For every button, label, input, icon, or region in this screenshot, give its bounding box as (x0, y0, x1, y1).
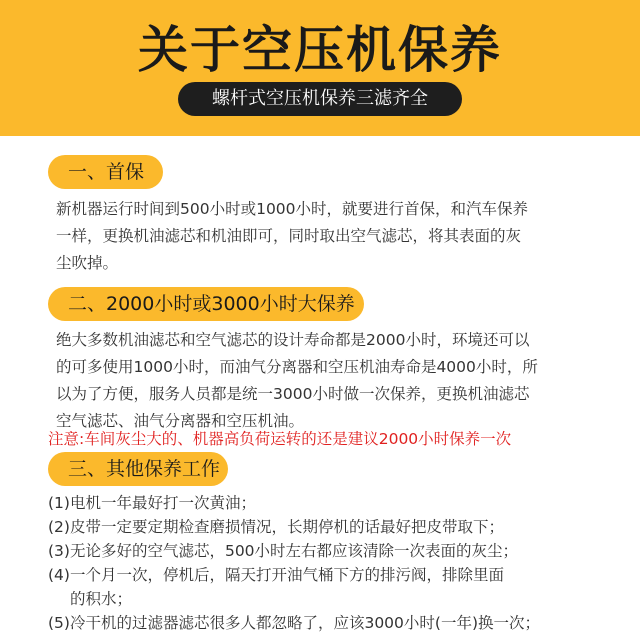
maintenance-list (48, 491, 628, 635)
subtitle-pill: 螺杆式空压机保养三滤齐全 (178, 82, 462, 116)
section-heading-other-maintenance: 三、其他保养工作 (48, 452, 228, 486)
list-item-continuation: 的积水； (70, 590, 133, 608)
body-line: 空气滤芯、油气分离器和空压机油。 (56, 412, 305, 430)
body-line: 新机器运行时间到500小时或1000小时，就要进行首保，和汽车保养 (56, 200, 529, 218)
body-line: 的可多使用1000小时，而油气分离器和空压机油寿命是4000小时，所 (56, 358, 538, 376)
list-item: (3)无论多好的空气滤芯，500小时左右都应该清除一次表面的灰尘； (48, 542, 519, 560)
body-line: 尘吹掉。 (56, 254, 119, 272)
list-item: (1)电机一年最好打一次黄油； (48, 494, 256, 512)
section-body-first-maintenance (56, 196, 616, 277)
header-banner (0, 0, 640, 136)
section-heading-major-maintenance: 二、2000小时或3000小时大保养 (48, 287, 364, 321)
body-line: 绝大多数机油滤芯和空气滤芯的设计寿命都是2000小时，环境还可以 (56, 331, 530, 349)
warning-note: 注意:车间灰尘大的、机器高负荷运转的还是建议2000小时保养一次 (48, 430, 512, 448)
list-item: (5)冷干机的过滤器滤芯很多人都忽略了，应该3000小时(一年)换一次； (48, 614, 540, 632)
list-item: (2)皮带一定要定期检查磨损情况，长期停机的话最好把皮带取下； (48, 518, 504, 536)
section-heading-first-maintenance: 一、首保 (48, 155, 163, 189)
body-line: 以为了方便，服务人员都是统一3000小时做一次保养，更换机油滤芯 (56, 385, 530, 403)
list-item: (4)一个月一次，停机后，隔天打开油气桶下方的排污阀，排除里面 (48, 566, 504, 584)
body-line: 一样，更换机油滤芯和机油即可，同时取出空气滤芯，将其表面的灰 (56, 227, 522, 245)
section-body-major-maintenance (56, 327, 616, 435)
page-title: 关于空压机保养 (138, 21, 502, 79)
